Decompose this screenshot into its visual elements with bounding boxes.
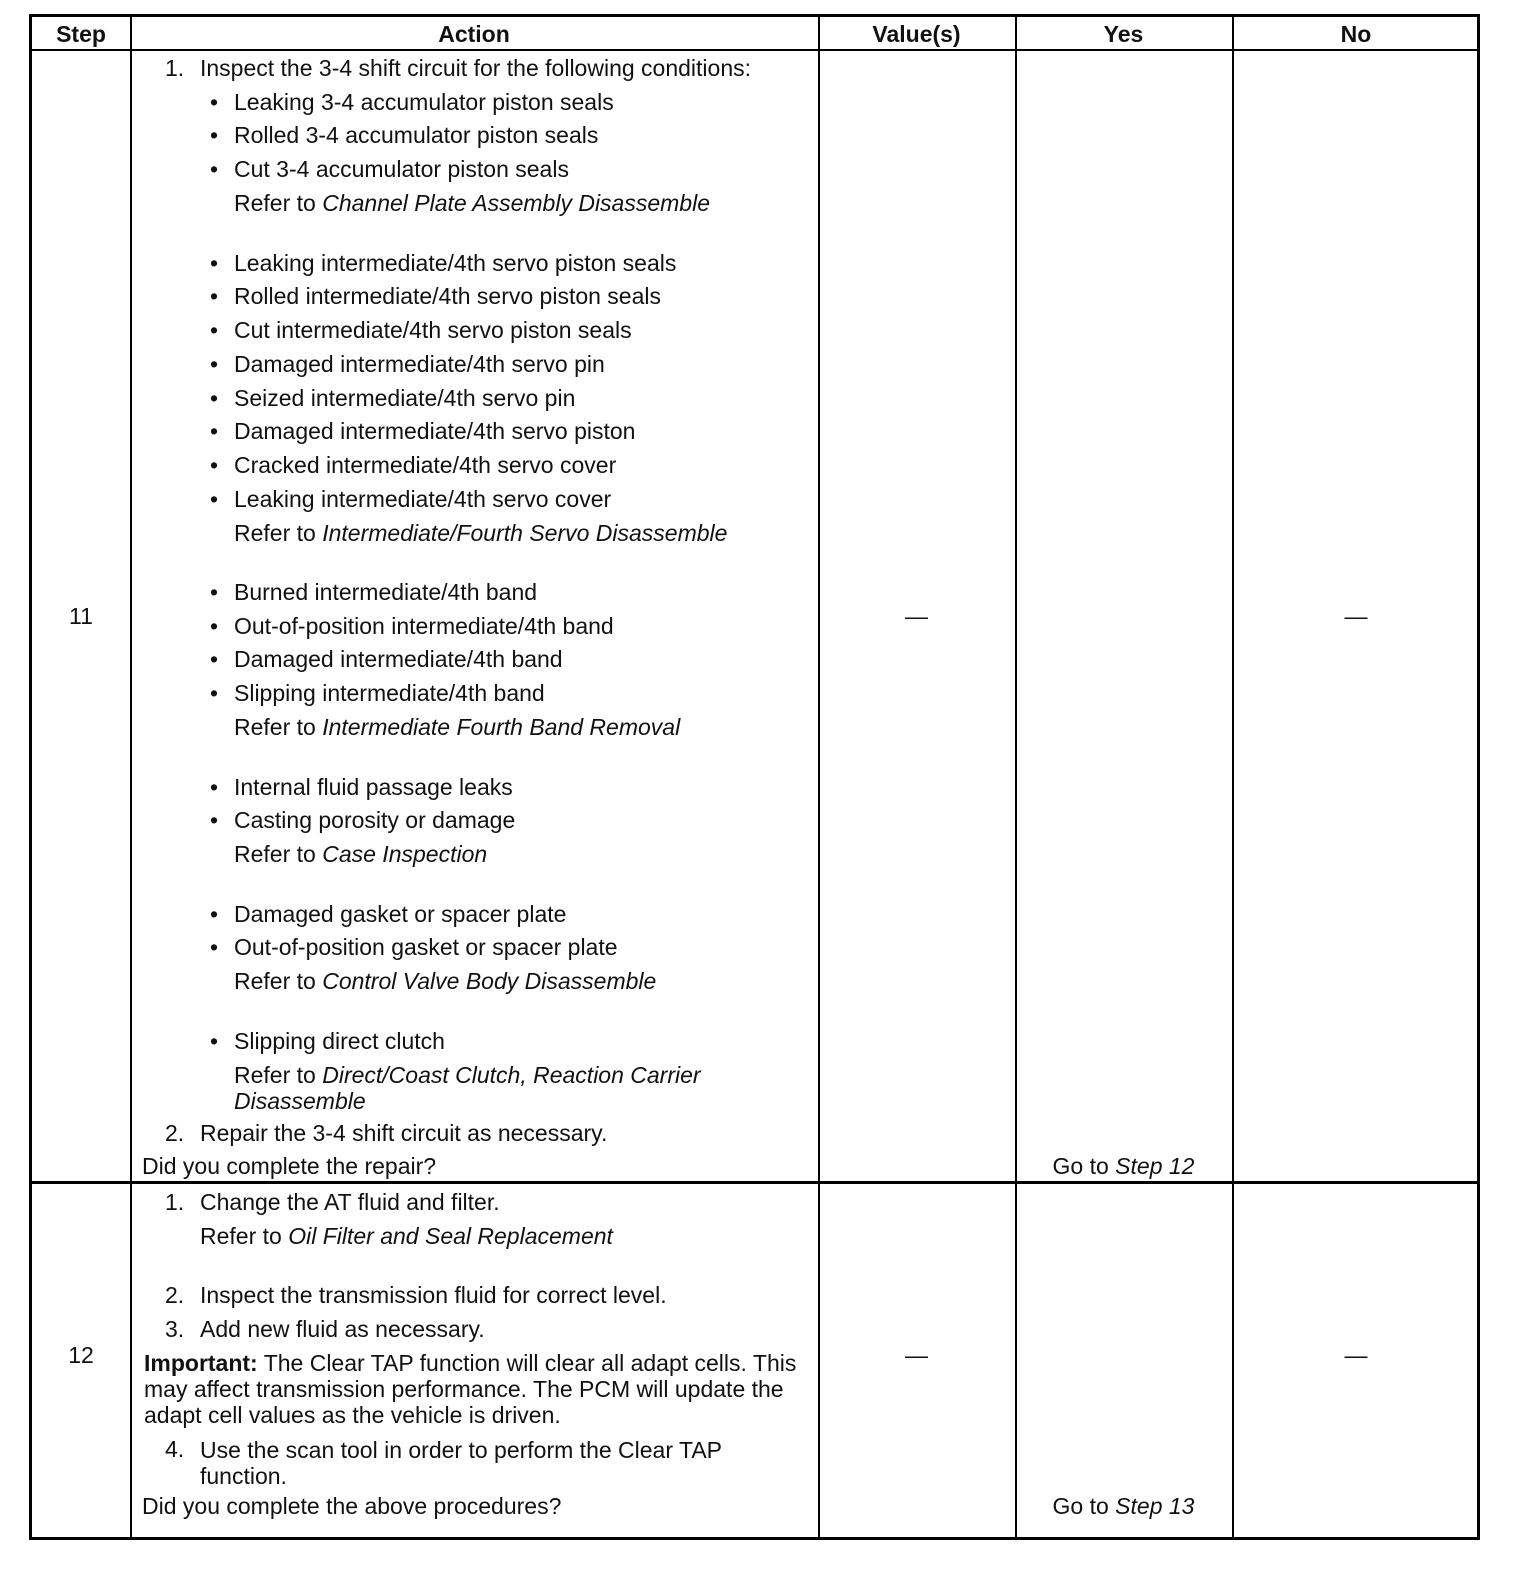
yes-goto: [1015, 1150, 1232, 1183]
list-item: Seized intermediate/4th servo pin: [234, 385, 576, 411]
bullet-icon: •: [210, 250, 219, 276]
list-item: Rolled intermediate/4th servo piston seals: [234, 283, 662, 309]
list-item: Out-of-position gasket or spacer plate: [234, 934, 618, 960]
no-dash: —: [1344, 1342, 1368, 1368]
bullet-icon: •: [210, 452, 219, 478]
bullet-icon: •: [210, 934, 219, 960]
bullet-icon: •: [210, 156, 219, 182]
item-number: 2.: [165, 1120, 185, 1146]
important-note: [144, 1350, 812, 1428]
list-item: Burned intermediate/4th band: [234, 579, 538, 605]
column-divider: [818, 17, 820, 1537]
refer-line: [234, 965, 656, 998]
bullet-icon: •: [210, 418, 219, 444]
item-number: 4.: [165, 1436, 185, 1462]
bullet-icon: •: [210, 283, 219, 309]
yes-goto: [1015, 1490, 1232, 1523]
list-item: Internal fluid passage leaks: [234, 774, 513, 800]
refer-link[interactable]: Intermediate Fourth Band Removal: [322, 714, 681, 740]
column-divider: [1015, 17, 1017, 1537]
question: Did you complete the above procedures?: [142, 1493, 562, 1519]
item-number: 1.: [165, 1189, 185, 1215]
list-item: Leaking intermediate/4th servo cover: [234, 486, 612, 512]
refer-line: [234, 711, 680, 744]
refer-link[interactable]: Intermediate/Fourth Servo Disassemble: [322, 520, 728, 546]
bullet-icon: •: [210, 89, 219, 115]
step-number: 11: [69, 603, 93, 629]
bullet-icon: •: [210, 646, 219, 672]
list-item: Damaged intermediate/4th band: [234, 646, 563, 672]
bullet-icon: •: [210, 486, 219, 512]
goto-step-link[interactable]: Step 12: [1115, 1153, 1195, 1179]
list-item: Damaged intermediate/4th servo piston: [234, 418, 636, 444]
list-item: Leaking intermediate/4th servo piston seals: [234, 250, 677, 276]
question: Did you complete the repair?: [142, 1153, 437, 1179]
header-action: Action: [438, 21, 510, 47]
no-dash: —: [1344, 603, 1368, 629]
refer-link[interactable]: Direct/Coast Clutch, Reaction Carrier Disassemble: [234, 1062, 701, 1114]
list-item: Damaged gasket or spacer plate: [234, 901, 567, 927]
bullet-icon: •: [210, 613, 219, 639]
step-number: 12: [68, 1342, 94, 1368]
list-item: Damaged intermediate/4th servo pin: [234, 351, 605, 377]
item-text: Repair the 3-4 shift circuit as necessary.: [200, 1120, 608, 1146]
refer-prefix: Refer to: [200, 1223, 289, 1249]
bullet-icon: •: [210, 351, 219, 377]
bullet-icon: •: [210, 579, 219, 605]
list-item: Slipping intermediate/4th band: [234, 680, 545, 706]
bullet-icon: •: [210, 774, 219, 800]
item-number: 3.: [165, 1316, 185, 1342]
refer-line: [234, 517, 727, 550]
bullet-icon: •: [210, 317, 219, 343]
item-text: Add new fluid as necessary.: [200, 1316, 485, 1342]
item-number: 1.: [165, 55, 185, 81]
column-divider: [130, 17, 132, 1537]
refer-line: [234, 187, 710, 220]
list-item: Rolled 3-4 accumulator piston seals: [234, 122, 599, 148]
goto-prefix: Go to: [1052, 1493, 1116, 1519]
bullet-icon: •: [210, 1028, 219, 1054]
refer-prefix: Refer to: [234, 841, 323, 867]
value-dash: —: [905, 603, 928, 629]
list-item: Cut intermediate/4th servo piston seals: [234, 317, 632, 343]
refer-line: [234, 1062, 794, 1114]
refer-prefix: Refer to: [234, 714, 323, 740]
bullet-icon: •: [210, 385, 219, 411]
value-dash: —: [905, 1342, 928, 1368]
item-number: 2.: [165, 1282, 185, 1308]
item-text: Change the AT fluid and filter.: [200, 1189, 500, 1215]
list-item: Out-of-position intermediate/4th band: [234, 613, 614, 639]
list-item: Casting porosity or damage: [234, 807, 516, 833]
refer-link[interactable]: Control Valve Body Disassemble: [322, 968, 657, 994]
header-yes: Yes: [1103, 21, 1144, 47]
bullet-icon: •: [210, 680, 219, 706]
goto-step-link[interactable]: Step 13: [1115, 1493, 1195, 1519]
refer-link[interactable]: Case Inspection: [322, 841, 488, 867]
item-text: Inspect the transmission fluid for correct level.: [200, 1282, 667, 1308]
important-text: The Clear TAP function will clear all adapt cells. This may affect transmission performance. The PCM will update the adapt cell values as the vehicle is driven.: [144, 1350, 797, 1428]
refer-line: [200, 1220, 613, 1253]
list-item: Cracked intermediate/4th servo cover: [234, 452, 617, 478]
refer-prefix: Refer to: [234, 190, 323, 216]
list-item: Leaking 3-4 accumulator piston seals: [234, 89, 614, 115]
list-item: Cut 3-4 accumulator piston seals: [234, 156, 569, 182]
bullet-icon: •: [210, 807, 219, 833]
list-item: Slipping direct clutch: [234, 1028, 445, 1054]
important-label: Important:: [144, 1350, 258, 1376]
refer-link[interactable]: Oil Filter and Seal Replacement: [288, 1223, 613, 1249]
header-step: Step: [56, 21, 106, 47]
item-text: Inspect the 3-4 shift circuit for the following conditions:: [200, 55, 752, 81]
refer-link[interactable]: Channel Plate Assembly Disassemble: [322, 190, 710, 216]
bullet-icon: •: [210, 122, 219, 148]
diagnostic-table: [29, 14, 1480, 1540]
refer-prefix: Refer to: [234, 968, 323, 994]
bullet-icon: •: [210, 901, 219, 927]
header-no: No: [1340, 21, 1372, 47]
refer-line: [234, 838, 487, 871]
item-text: Use the scan tool in order to perform the Clear TAP function.: [200, 1437, 722, 1489]
header-values: Value(s): [872, 21, 961, 47]
column-divider: [1232, 17, 1234, 1537]
refer-prefix: Refer to: [234, 1062, 323, 1088]
refer-prefix: Refer to: [234, 520, 323, 546]
goto-prefix: Go to: [1052, 1153, 1116, 1179]
